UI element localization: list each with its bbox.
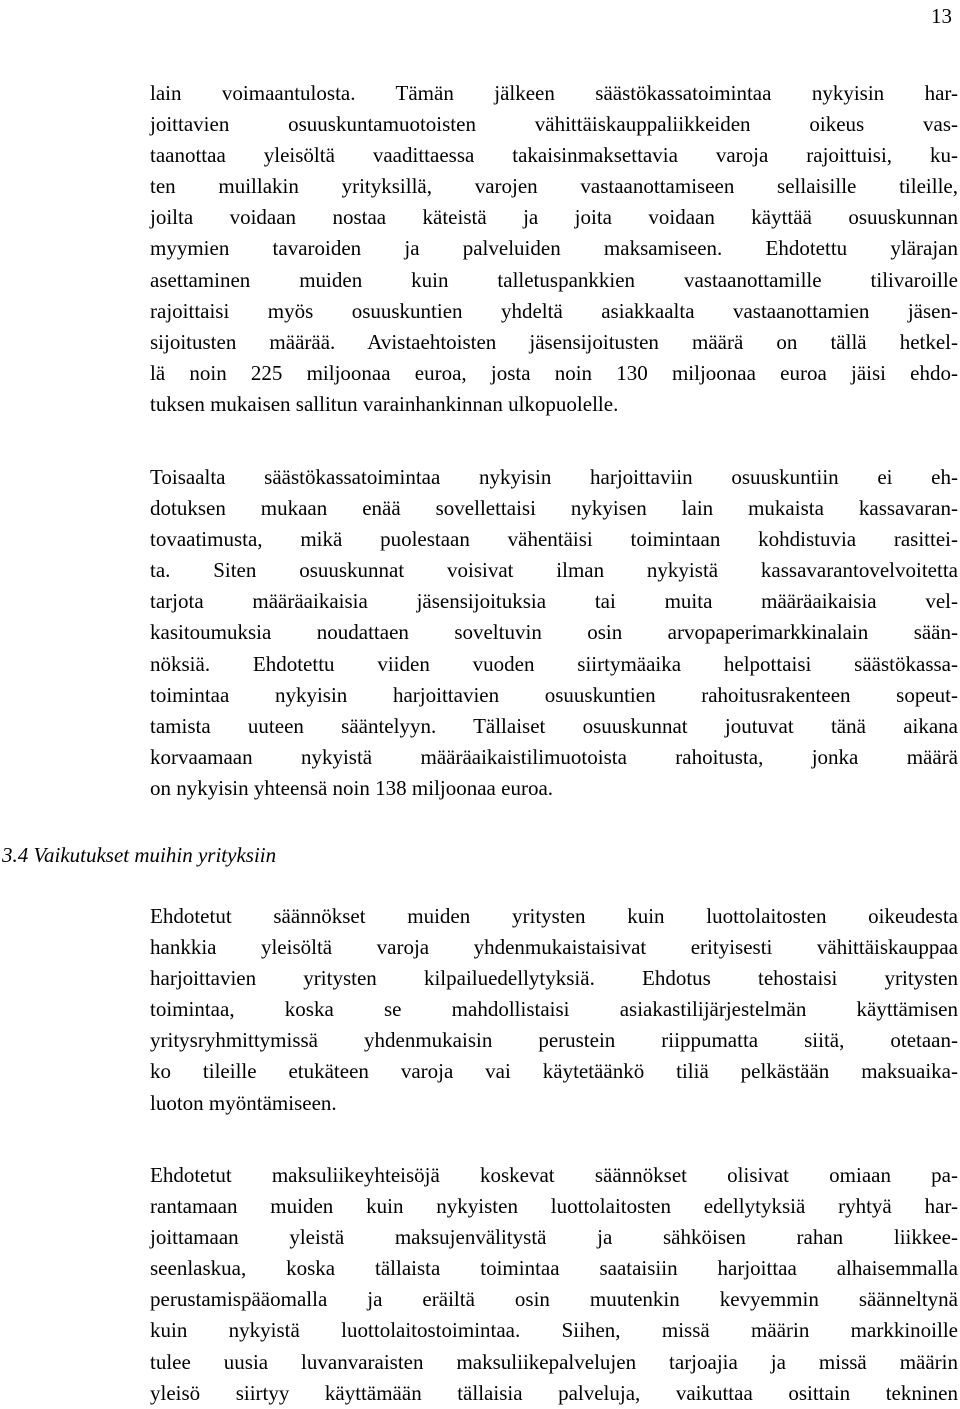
text-line: yritysryhmittymissä yhdenmukaisin perustein riippumatta siitä, otetaan-: [150, 1028, 958, 1053]
text-line: korvaamaan nykyistä määräaikaistilimuotoista rahoitusta, jonka määrä: [150, 744, 958, 769]
text-line: asettaminen muiden kuin talletuspankkien vastaanottamille tilivaroille: [150, 267, 958, 292]
text-line: joittamaan yleistä maksujenvälitystä ja sähköisen rahan liikkee-: [150, 1225, 958, 1250]
text-line: tuksen mukaisen sallitun varainhankinnan ulkopuolelle.: [150, 391, 619, 416]
text-line: taanottaa yleisöltä vaadittaessa takaisinmaksettavia varoja rajoittuisi, ku-: [150, 143, 958, 168]
text-line: perustamispääomalla ja eräiltä osin muutenkin kevyemmin säänneltynä: [150, 1287, 958, 1312]
text-line: on nykyisin yhteensä noin 138 miljoonaa euroa.: [150, 775, 554, 800]
text-line: Toisaalta säästökassatoimintaa nykyisin harjoittaviin osuuskuntiin ei eh-: [150, 465, 958, 489]
text-line: toimintaa, koska se mahdollistaisi asiakastilijärjestelmän käyttämisen: [150, 997, 958, 1022]
text-line: harjoittavien yritysten kilpailuedellytyksiä. Ehdotus tehostaisi yritysten: [150, 966, 958, 991]
text-line: dotuksen mukaan enää sovellettaisi nykyisen lain mukaista kassavaran-: [150, 496, 958, 521]
text-line: ko tileille etukäteen varoja vai käytetäänkö tiliä pelkästään maksuaika-: [150, 1059, 958, 1084]
text-line: joilta voidaan nostaa käteistä ja joita voidaan käyttää osuuskunnan: [150, 205, 958, 230]
text-line: hankkia yleisöltä varoja yhdenmukaistaisivat erityisesti vähittäiskauppaa: [150, 935, 958, 960]
paragraph-3: [150, 901, 958, 1119]
paragraph-2: [150, 462, 958, 804]
text-line: nöksiä. Ehdotettu viiden vuoden siirtymäaika helpottaisi säästökassa-: [150, 651, 958, 676]
text-line: rajoittaisi myös osuuskuntien yhdeltä asiakkaalta vastaanottamien jäsen-: [150, 298, 958, 323]
text-line: seenlaskua, koska tällaista toimintaa saataisiin harjoittaa alhaisemmalla: [150, 1256, 958, 1281]
text-line: kuin nykyistä luottolaitostoimintaa. Siihen, missä määrin markkinoille: [150, 1318, 958, 1343]
section-heading: 3.4 Vaikutukset muihin yrityksiin: [2, 843, 277, 867]
text-line: luoton myöntämiseen.: [150, 1090, 337, 1115]
text-line: ta. Siten osuuskunnat voisivat ilman nykyistä kassavarantovelvoitetta: [150, 558, 958, 583]
text-line: sijoitusten määrää. Avistaehtoisten jäsensijoitusten määrä on tällä hetkel-: [150, 329, 958, 354]
paragraph-4: [150, 1160, 958, 1409]
text-line: lä noin 225 miljoonaa euroa, josta noin 130 miljoonaa euroa jäisi ehdo-: [150, 360, 958, 385]
page-number: 13: [931, 4, 952, 28]
text-line: rantamaan muiden kuin nykyisten luottolaitosten edellytyksiä ryhtyä har-: [150, 1194, 958, 1219]
text-line: yleisö siirtyy käyttämään tällaisia palveluja, vaikuttaa osittain tekninen: [150, 1380, 958, 1405]
text-line: tamista uuteen sääntelyyn. Tällaiset osuuskunnat joutuvat tänä aikana: [150, 713, 958, 738]
paragraph-1: [150, 78, 958, 420]
text-line: joittavien osuuskuntamuotoisten vähittäiskauppaliikkeiden oikeus vas-: [150, 112, 958, 137]
text-line: tulee uusia luvanvaraisten maksuliikepalvelujen tarjoajia ja missä määrin: [150, 1349, 958, 1374]
text-line: Ehdotetut säännökset muiden yritysten kuin luottolaitosten oikeudesta: [150, 904, 958, 928]
text-line: myymien tavaroiden ja palveluiden maksamiseen. Ehdotettu ylärajan: [150, 236, 958, 261]
text-line: tovaatimusta, mikä puolestaan vähentäisi toimintaan kohdistuvia rasittei-: [150, 527, 958, 552]
text-line: toimintaa nykyisin harjoittavien osuuskuntien rahoitusrakenteen sopeut-: [150, 682, 958, 707]
text-line: lain voimaantulosta. Tämän jälkeen säästökassatoimintaa nykyisin har-: [150, 81, 958, 105]
text-line: tarjota määräaikaisia jäsensijoituksia tai muita määräaikaisia vel-: [150, 589, 958, 614]
text-line: ten muillakin yrityksillä, varojen vastaanottamiseen sellaisille tileille,: [150, 174, 958, 199]
text-line: Ehdotetut maksuliikeyhteisöjä koskevat säännökset olisivat omiaan pa-: [150, 1163, 958, 1187]
text-line: kasitoumuksia noudattaen soveltuvin osin arvopaperimarkkinalain sään-: [150, 620, 958, 645]
